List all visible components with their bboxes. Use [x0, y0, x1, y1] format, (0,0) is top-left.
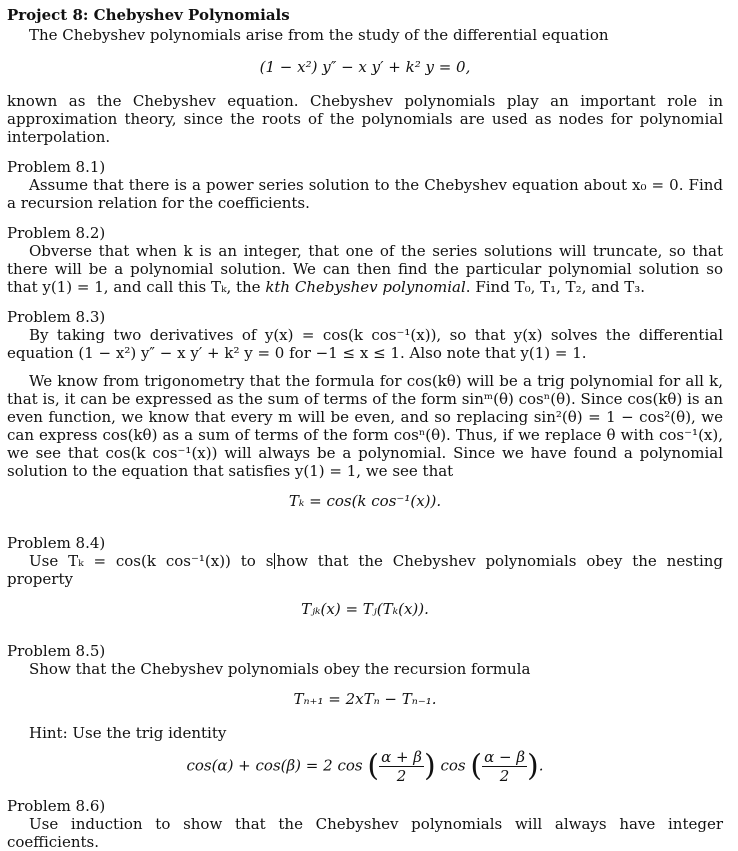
- problem-8-2-text-a: Obverse that when k is an integer, that one of the series solutions will truncate, so that there will be a polynomial solution. We can then find the particular polynomial solution so that y(1) = 1, and call this Tₖ, the: [7, 242, 723, 296]
- fraction-alpha-minus-beta: [482, 748, 527, 785]
- problem-8-2-heading: Problem 8.2): [7, 224, 106, 242]
- problem-8-4-heading: Problem 8.4): [7, 534, 106, 552]
- right-paren: ): [423, 748, 436, 784]
- problem-8-5-hint: Hint: Use the trig identity: [29, 724, 227, 742]
- fraction-numerator: α − β: [484, 748, 526, 766]
- trig-identity-cos: cos: [440, 756, 466, 775]
- document-page: [7, 6, 723, 851]
- problem-8-1-text: Assume that there is a power series solution to the Chebyshev equation about x₀ = 0. Find a recursion relation for the coefficients.: [7, 176, 723, 212]
- left-paren: (: [367, 748, 380, 784]
- tk-definition-equation: Tₖ = cos(k cos⁻¹(x)).: [288, 492, 442, 510]
- problem-8-6-heading: Problem 8.6): [7, 797, 106, 815]
- fraction-denominator: 2: [499, 767, 510, 785]
- left-paren: (: [470, 748, 483, 784]
- nesting-equation: Tⱼₖ(x) = Tⱼ(Tₖ(x)).: [301, 600, 429, 618]
- problem-8-2-text: [7, 242, 723, 296]
- problem-8-6-text: Use induction to show that the Chebyshev polynomials will always have integer coefficients.: [7, 815, 723, 851]
- trig-identity-left: cos(α) + cos(β) = 2 cos: [186, 756, 363, 775]
- problem-8-5-text: Show that the Chebyshev polynomials obey the recursion formula: [29, 660, 531, 678]
- fraction-alpha-plus-beta: [379, 748, 424, 785]
- problem-8-4-text-a: Use Tₖ = cos(k cos⁻¹(x)) to s: [29, 552, 274, 570]
- intro-paragraph: The Chebyshev polynomials arise from the study of the differential equation: [29, 26, 609, 44]
- problem-8-2-text-b: . Find T₀, T₁, T₂, and T₃.: [465, 278, 645, 296]
- fraction-numerator: α + β: [381, 748, 422, 766]
- trig-identity-equation: [7, 748, 723, 785]
- chebyshev-equation: (1 − x²) y″ − x y′ + k² y = 0,: [259, 58, 471, 76]
- period: .: [538, 756, 544, 775]
- fraction-denominator: 2: [396, 767, 407, 785]
- recursion-equation: Tₙ₊₁ = 2xTₙ − Tₙ₋₁.: [293, 690, 437, 708]
- right-paren: ): [527, 748, 539, 784]
- problem-8-4-text: [7, 552, 723, 588]
- problem-8-4-text-b: how that the Chebyshev polynomials obey the nesting property: [7, 552, 723, 588]
- problem-8-3-discussion: We know from trigonometry that the formula for cos(kθ) will be a trig polynomial for all k, that is, it can be expressed as the sum of terms of the form sinᵐ(θ) cosⁿ(θ). Since cos(kθ) is an even function, we know that every m will be even, and so replacing sin²(θ) = 1 − cos²(θ), we can express cos(kθ) as a sum of terms of the form cosⁿ(θ). Thus, if we replace θ with cos⁻¹(x), we see that cos(k cos⁻¹(x)) will always be a polynomial. Since we have found a polynomial solution to the equation that satisfies y(1) = 1, we see that: [7, 372, 723, 480]
- problem-8-3-text: By taking two derivatives of y(x) = cos(k cos⁻¹(x)), so that y(x) solves the differential equation (1 − x²) y″ − x y′ + k² y = 0 for −1 ≤ x ≤ 1. Also note that y(1) = 1.: [7, 326, 723, 362]
- problem-8-5-heading: Problem 8.5): [7, 642, 106, 660]
- problem-8-3-heading: Problem 8.3): [7, 308, 106, 326]
- kth-chebyshev-term: kth Chebyshev polynomial: [265, 278, 466, 296]
- page-title: Project 8: Chebyshev Polynomials: [7, 6, 290, 24]
- problem-8-1-heading: Problem 8.1): [7, 158, 106, 176]
- intro-paragraph-continued: known as the Chebyshev equation. Chebyshev polynomials play an important role in approximation theory, since the roots of the polynomials are used as nodes for polynomial interpolation.: [7, 92, 723, 146]
